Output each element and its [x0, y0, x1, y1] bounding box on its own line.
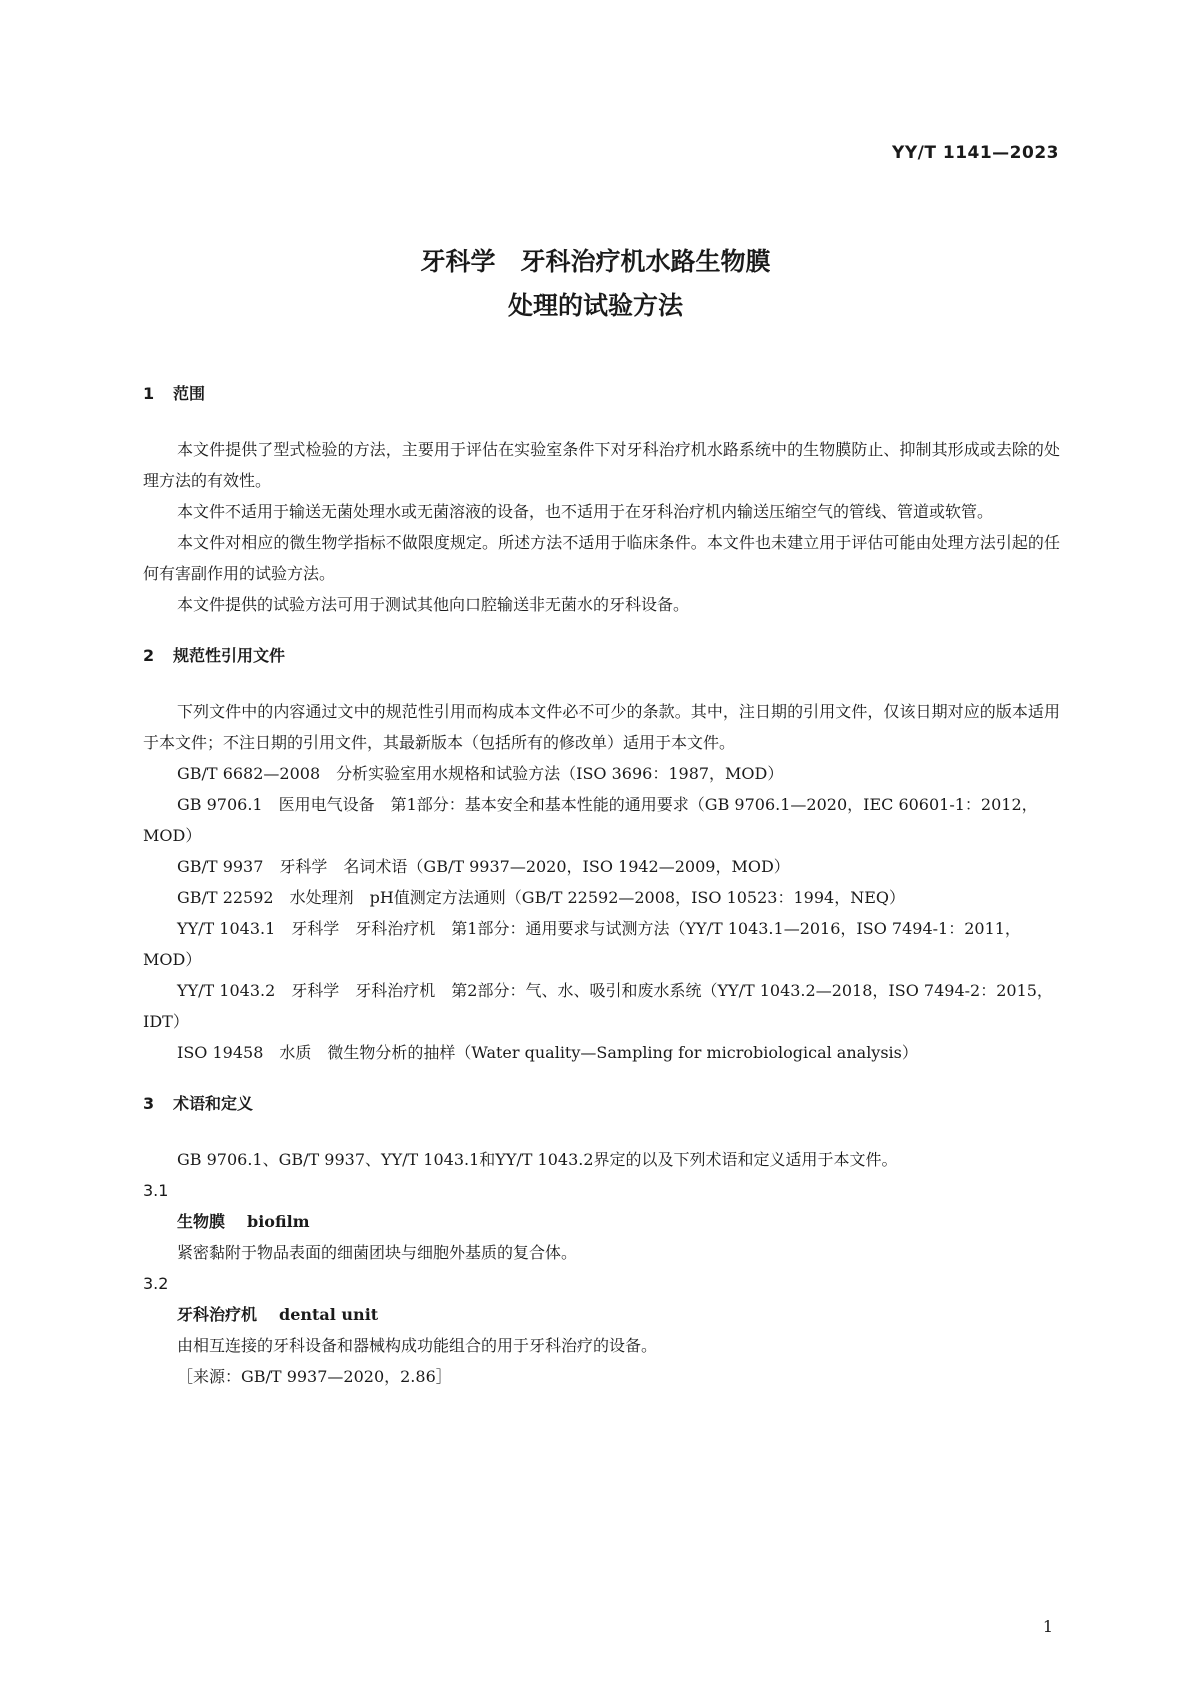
section-number: 2: [143, 646, 155, 665]
reference-item: GB/T 6682—2008 分析实验室用水规格和试验方法（ISO 3696：1987，MOD）: [177, 764, 784, 783]
document-title: [0, 240, 1191, 328]
term-definition: 紧密黏附于物品表面的细菌团块与细胞外基质的复合体。: [177, 1243, 578, 1262]
paragraph: 下列文件中的内容通过文中的规范性引用而构成本文件必不可少的条款。其中，注日期的引用文件，仅该日期对应的版本适用于本文件；不注日期的引用文件，其最新版本（包括所有的修改单）适用于本文件。: [143, 702, 1060, 752]
section-title: 规范性引用文件: [173, 646, 286, 665]
standard-code: YY/T 1141—2023: [892, 143, 1059, 163]
document-body: [143, 382, 1060, 1392]
term-name: [143, 1206, 1060, 1237]
term-name-cn: 牙科治疗机: [177, 1305, 258, 1324]
term-definition: 由相互连接的牙科设备和器械构成功能组合的用于牙科治疗的设备。: [177, 1336, 658, 1355]
term-name-cn: 生物膜: [177, 1212, 226, 1231]
section-number: 3: [143, 1094, 155, 1113]
term-name-en: biofilm: [247, 1212, 310, 1231]
section-title: 术语和定义: [173, 1094, 254, 1113]
section-title: 范围: [173, 384, 206, 403]
paragraph: 本文件对相应的微生物学指标不做限度规定。所述方法不适用于临床条件。本文件也未建立用于评估可能由处理方法引起的任何有害副作用的试验方法。: [143, 533, 1060, 583]
paragraph: 本文件提供了型式检验的方法，主要用于评估在实验室条件下对牙科治疗机水路系统中的生物膜防止、抑制其形成或去除的处理方法的有效性。: [143, 440, 1060, 490]
page-number: 1: [1042, 1617, 1053, 1636]
reference-item: GB/T 22592 水处理剂 pH值测定方法通则（GB/T 22592—2008，ISO 10523：1994，NEQ）: [177, 888, 905, 907]
reference-item: ISO 19458 水质 微生物分析的抽样（Water quality—Sampling for microbiological analysis）: [177, 1043, 918, 1062]
reference-item: GB/T 9937 牙科学 名词术语（GB/T 9937—2020，ISO 1942—2009，MOD）: [177, 857, 790, 876]
section-1-heading: [143, 382, 1060, 406]
paragraph: GB 9706.1、GB/T 9937、YY/T 1043.1和YY/T 1043.2界定的以及下列术语和定义适用于本文件。: [177, 1150, 898, 1169]
paragraph: 本文件提供的试验方法可用于测试其他向口腔输送非无菌水的牙科设备。: [177, 595, 690, 614]
term-name-en: dental unit: [279, 1305, 379, 1324]
title-line-2: 处理的试验方法: [507, 291, 683, 320]
term-number: 3.2: [143, 1274, 169, 1293]
section-2-heading: [143, 644, 1060, 668]
term-source: ［来源：GB/T 9937—2020，2.86］: [177, 1367, 452, 1386]
reference-item: YY/T 1043.1 牙科学 牙科治疗机 第1部分：通用要求与试测方法（YY/T 1043.1—2016，ISO 7494-1：2011，MOD）: [143, 919, 1021, 969]
paragraph: 本文件不适用于输送无菌处理水或无菌溶液的设备，也不适用于在牙科治疗机内输送压缩空气的管线、管道或软管。: [177, 502, 994, 521]
term-number: 3.1: [143, 1181, 169, 1200]
reference-item: YY/T 1043.2 牙科学 牙科治疗机 第2部分：气、水、吸引和废水系统（YY/T 1043.2—2018，ISO 7494-2：2015，IDT）: [143, 981, 1053, 1031]
term-name: [143, 1299, 1060, 1330]
title-line-1: 牙科学 牙科治疗机水路生物膜: [420, 247, 771, 276]
reference-item: GB 9706.1 医用电气设备 第1部分：基本安全和基本性能的通用要求（GB 9706.1—2020，IEC 60601-1：2012，MOD）: [143, 795, 1038, 845]
section-number: 1: [143, 384, 155, 403]
section-3-heading: [143, 1092, 1060, 1116]
